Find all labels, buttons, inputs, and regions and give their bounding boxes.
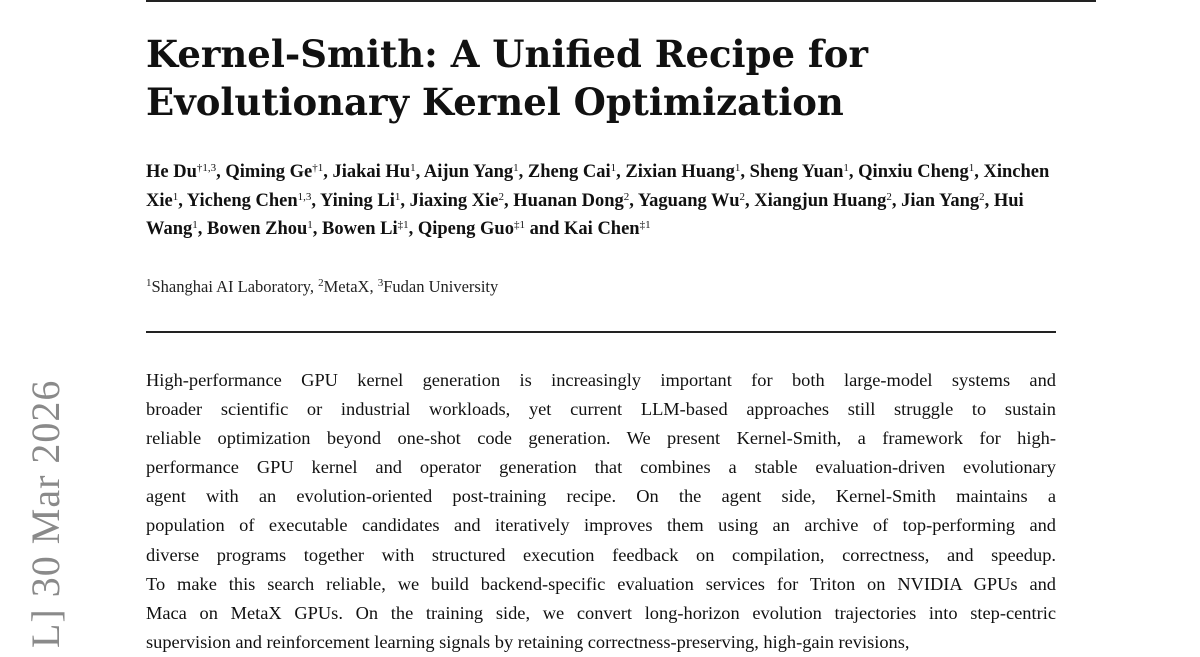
author — [424, 162, 519, 182]
author — [625, 162, 740, 182]
abstract — [146, 366, 1056, 657]
author-name: Bowen Zhou — [207, 219, 308, 239]
author-name: Kai Chen — [564, 219, 640, 239]
author-affiliation-mark: 2 — [979, 190, 985, 203]
author-affiliation-mark: 1 — [307, 219, 313, 231]
author-affiliation-mark: ‡1 — [397, 219, 409, 231]
author-affiliation-mark: 2 — [886, 190, 892, 203]
author — [187, 191, 312, 211]
author-name: Qinxiu Cheng — [858, 162, 969, 182]
section-rule — [146, 331, 1056, 333]
author-name: Qipeng Guo — [417, 219, 514, 239]
author — [858, 162, 974, 182]
author-name: Sheng Yuan — [749, 162, 844, 182]
author-affiliation-mark: ‡1 — [513, 219, 525, 231]
title-line: Evolutionary Kernel Optimization — [146, 80, 844, 124]
author-affiliation-mark: 1 — [734, 162, 741, 174]
author-name: Yicheng Chen — [186, 190, 298, 211]
author-name: Jiaxing Xie — [409, 190, 499, 211]
affiliation-name: Fudan University — [383, 277, 499, 296]
author-affiliation-mark: 1 — [610, 162, 617, 174]
author — [418, 219, 525, 239]
author-affiliation-mark: 1 — [968, 162, 975, 174]
author-list: He Du$^{\dagger 1,3}$, Qiming Ge$^{\dagger 1}$, Jiakai Hu$^1$, Aijun Yang$^1$, Zheng Cai$^1$, Zixian Huang$^1$, Sheng Yuan$^1$, Qinxiu Cheng$^1$, Xinchen Xie$^1$, Yicheng Chen$^{1,3}$, Yining Li$^1$, Jiaxing Xie$^2$, Huanan Dong$^2$, Yaguang Wu$^2$, Xiangjun Huang$^2$, Jian Yang$^2$, Hui Wang$^1$, Bowen Zhou$^1$, Bowen Li$^{\ddagger 1}$, Qipeng Guo$^{\ddagger 1}$ and Kai Chen$^{\ddagger 1}$ — [146, 162, 1050, 239]
author — [901, 191, 984, 211]
abstract-line: agent with an evolution-oriented post-training recipe. On the agent side, Kernel-Smith maintains a — [146, 486, 1056, 507]
affiliation-name: MetaX — [323, 277, 370, 296]
author-name: Xinchen Xie — [146, 162, 1050, 211]
author-affiliation-mark: 1,3 — [297, 190, 312, 203]
abstract-line: To make this search reliable, we build backend-specific evaluation services for Triton on NVIDIA GPUs and — [146, 573, 1056, 594]
author — [638, 191, 745, 211]
title-line: Kernel-Smith: A Unified Recipe for — [146, 32, 868, 76]
author-affiliation-mark: 1 — [513, 162, 519, 174]
top-rule — [146, 0, 1096, 2]
author — [513, 191, 629, 211]
author-affiliation-mark: 1 — [192, 219, 198, 231]
affiliation-number: 1 — [146, 277, 152, 289]
author-affiliation-mark: 1 — [843, 162, 849, 174]
abstract-line: broader scientific or industrial workloads, yet current LLM-based approaches still struggle to sustain — [146, 399, 1056, 420]
abstract-line: reliable optimization beyond one-shot code generation. We present Kernel-Smith, a framework for high- — [146, 428, 1056, 449]
author-affiliation-mark: 2 — [739, 190, 746, 203]
author-name: Jiakai Hu — [332, 162, 411, 182]
abstract-line: Maca on MetaX GPUs. On the training side, we convert long-horizon evolution trajectories into step-centric — [146, 602, 1056, 623]
abstract-line: performance GPU kernel and operator generation that combines a stable evaluation-driven evolutionary — [146, 457, 1056, 478]
abstract-line: diverse programs together with structured execution feedback on compilation, correctness, and speedup. — [146, 544, 1056, 565]
author — [146, 162, 216, 182]
author-name: Aijun Yang — [423, 162, 514, 182]
author-name: He Du — [146, 162, 197, 182]
author-name: Qiming Ge — [225, 162, 313, 182]
author-name: Zheng Cai — [527, 162, 611, 182]
abstract-line: High-performance GPU kernel generation is increasingly important for both large-model systems and — [146, 370, 1056, 390]
author-affiliation-mark: 1 — [410, 162, 416, 174]
author-name: Yining Li — [319, 190, 395, 211]
author-affiliation-mark: 2 — [498, 190, 505, 203]
abstract-line: supervision and reinforcement learning signals by retaining correctness-preserving, high-gain revisions, — [146, 631, 910, 652]
affiliation-number: 3 — [377, 277, 384, 289]
author-affiliation-mark: 1 — [394, 190, 401, 203]
author — [750, 162, 849, 182]
author-name: Jian Yang — [901, 190, 980, 211]
author-affiliation-mark: †1 — [312, 162, 324, 174]
author — [207, 219, 313, 239]
author-name: Bowen Li — [322, 219, 398, 239]
author — [225, 162, 323, 182]
author — [322, 219, 409, 239]
author-affiliation-mark: ‡1 — [639, 219, 651, 231]
author — [410, 191, 504, 211]
author-name: Xiangjun Huang — [754, 190, 887, 211]
affiliation-number: 2 — [318, 277, 324, 289]
paper-title — [146, 30, 1046, 126]
author-name: Zixian Huang — [625, 162, 735, 182]
author-name: Yaguang Wu — [637, 190, 740, 211]
affiliations: $^1$Shanghai AI Laboratory, $^2$MetaX, $^3$Fudan University — [146, 277, 499, 296]
author-affiliation-mark: 2 — [623, 190, 630, 203]
author-name: Huanan Dong — [513, 190, 624, 211]
affiliation-name: Shanghai AI Laboratory — [151, 277, 310, 296]
author — [332, 162, 415, 182]
arxiv-side-stamp: L] 30 Mar 2026 — [23, 379, 68, 648]
author — [528, 162, 616, 182]
author — [320, 191, 400, 211]
author — [754, 191, 892, 211]
author — [564, 219, 651, 239]
author-name: Hui Wang — [146, 190, 1024, 239]
abstract-line: population of executable candidates and iteratively improves them using an archive of top-performing and — [146, 515, 1056, 536]
author-affiliation-mark: †1,3 — [196, 162, 217, 174]
author-affiliation-mark: 1 — [172, 190, 179, 203]
